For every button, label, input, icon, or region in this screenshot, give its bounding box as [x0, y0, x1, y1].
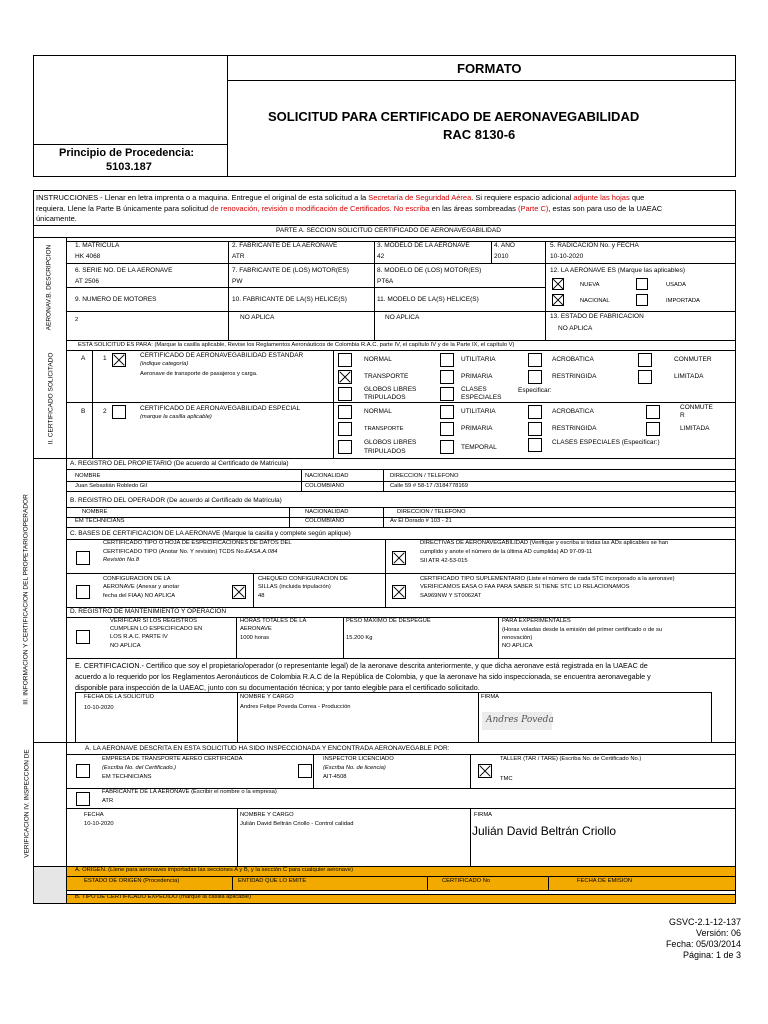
op-nombre-header: NOMBRE [82, 509, 108, 515]
chequeo-l2: SILLAS (incluida tripulación) [258, 584, 331, 590]
primaria-label: PRIMARIA [461, 373, 493, 380]
fabricante-l1: FABRICANTE DE LA AERONAVE (Escribir el nombre o la empresa) [102, 789, 277, 795]
esp-cert-title: CERTIFICADO DE AERONAVEGABILIDAD ESPECIAL [140, 405, 301, 412]
transporte-checkbox[interactable] [338, 370, 352, 384]
aeronave-es-label: 12. LA AERONAVE ES (Marque las aplicables) [550, 267, 685, 274]
prop-nombre: Juan Sebastián Robledo Gil [75, 483, 147, 489]
conmuter-label: CONMUTER [674, 356, 712, 363]
globos2-checkbox[interactable] [338, 440, 352, 454]
modelo-value: 42 [377, 253, 385, 260]
utilitaria-checkbox[interactable] [440, 353, 454, 367]
certificacion-l3: disponible para inspección de la UAEAC, junto con su documentación técnica; y por tanto elegible para el certificado solicitado. [75, 683, 480, 692]
experimentales-l4: NO APLICA [502, 643, 533, 649]
insp-fecha-label: FECHA [84, 812, 104, 818]
tripulados2-label: TRIPULADOS [364, 448, 406, 455]
verificar-checkbox[interactable] [76, 630, 90, 644]
acrobatica2-label: ACROBATICA [552, 408, 594, 415]
cert-tipo-l2: CERTIFICADO TIPO (Anotar No. Y revisión) TCDS No.EASA.A.084 [103, 549, 278, 555]
cert-tipo-checkbox[interactable] [76, 551, 90, 565]
primaria-checkbox[interactable] [440, 370, 454, 384]
certificacion-l2: acuerdo a lo requerido por los Reglamentos Aeronáuticos de Colombia R.A.C de la República de Colombia, y que la aeronave ha sido inspeccionada, se encuentra aeronavegable y [75, 672, 651, 681]
nombre-cargo-label: NOMBRE Y CARGO [240, 694, 294, 700]
parte-a-title: PARTE A. SECCION SOLICITUD CERTIFICADO DE AERONAVEGABILIDAD [276, 227, 501, 234]
globos-checkbox[interactable] [338, 387, 352, 401]
fabricante-label: 2. FABRICANTE DE LA AERONAVE [232, 242, 338, 249]
num-motores-label: 9. NUMERO DE MOTORES [75, 296, 157, 303]
radicacion-label: 5. RADICACION No. y FECHA [550, 242, 639, 249]
radicacion-value: 10-10-2020 [550, 253, 584, 260]
especiales-label: ESPECIALES [461, 394, 502, 401]
prop-nac-header: NACIONALIDAD [305, 473, 349, 479]
insp-nombre-value: Julián David Beltrán Criollo - Control calidad [240, 821, 354, 827]
footer-fecha: Fecha: 05/03/2014 [665, 939, 741, 949]
op-nac: COLOMBIANO [305, 518, 345, 524]
instructions-line3: únicamente. [36, 214, 77, 223]
insp-firma-value: Julián David Beltrán Criollo [472, 824, 617, 838]
firma-label: FIRMA [481, 694, 500, 700]
doc-subtitle: RAC 8130-6 [443, 127, 516, 142]
verificar-l1: VERIFICAR SI LOS REGISTROS [110, 618, 197, 624]
inspector-l2: (Escriba No. de licencia) [323, 765, 386, 771]
inspector-l3: AIT-4508 [323, 774, 347, 780]
limitada2-label: LIMITADA [680, 425, 710, 432]
mod-motor-value: PT6A [377, 278, 394, 285]
footer-version: Versión: 06 [695, 928, 741, 938]
row-b-num: 2 [103, 408, 107, 415]
side-label-1: AERONAV.B. DESCRIPCION [45, 244, 53, 331]
clases-checkbox[interactable] [440, 387, 454, 401]
conmuter2-checkbox[interactable] [646, 405, 660, 419]
experimentales-l3: renovación) [502, 635, 533, 641]
globos2-label: GLOBOS LIBRES [364, 439, 417, 446]
operador-title: B. REGISTRO DEL OPERADOR (De acuerdo al Certificado de Matricula) [70, 497, 282, 504]
fecha-emision-header: FECHA DE EMISION [577, 878, 633, 884]
signature-text: Andres Poveda [486, 715, 554, 725]
side-label-3: III. INFORMACION Y CERTIFICACION DEL PROPETARIO/OPERADOR [22, 494, 30, 705]
conmuter2-label: CONMUTE [680, 404, 713, 411]
conmuter2-label-b: R [680, 412, 685, 419]
op-dir: Av El Dorado # 103 - 21 [390, 518, 452, 524]
chequeo-sillas-checkbox[interactable] [232, 585, 246, 599]
restringida2-checkbox[interactable] [528, 422, 542, 436]
stc-l3: SA969NW Y ST0062AT [420, 593, 482, 599]
transporte-label: TRANSPORTE [364, 373, 409, 380]
clases-esp2-checkbox[interactable] [528, 438, 542, 452]
prop-nombre-header: NOMBRE [75, 473, 101, 479]
fabricante-checkbox[interactable] [76, 792, 90, 806]
propietario-title: A. REGISTRO DEL PROPIETARIO (De acuerdo al Certificado de Matricula) [70, 460, 289, 467]
row-b-letter: B [81, 408, 86, 415]
std-cert-title: CERTIFICADO DE AERONAVEGABILIDAD ESTANDAR [140, 352, 304, 359]
mod-helice-value: NO APLICA [385, 314, 420, 321]
instructions-line2: requiera. Llene la Parte B únicamente para solicitud de renovación, revisión o modificación de Certificados. No escriba en las áreas sombreadas (Parte C), estas son para uso de la UAEAC [36, 204, 663, 213]
horas-value: 1000 horas [240, 635, 270, 641]
insp-nombre-label: NOMBRE Y CARGO [240, 812, 294, 818]
utilitaria-label: UTILITARIA [461, 356, 496, 363]
tipo-cert-title: B. TIPO DE CERTIFICADO EXPEDIDO (marque la casilla aplicable) [75, 894, 251, 900]
taller-checkbox[interactable] [478, 764, 492, 778]
principio-label: Principio de Procedencia: [59, 147, 195, 159]
estado-fab-value: NO APLICA [558, 325, 593, 332]
taller-l2: TMC [500, 776, 513, 782]
estado-origen-header: ESTADO DE ORIGEN (Procedencia) [84, 878, 180, 884]
stc-l2: VERIFICAMOS EASA O FAA PARA SABER SI TIENE STC LO RELACIONAMOS [420, 584, 630, 590]
prop-dir: Calle 59 # 58-17 /3184778169 [390, 483, 469, 489]
directivas-l2: cumplido y anote el número de la última AD cumplida) AD 97-09-11 [420, 549, 593, 555]
fecha-solicitud-label: FECHA DE LA SOLICITUD [84, 694, 154, 700]
acrobatica-label: ACROBATICA [552, 356, 594, 363]
formato-label: FORMATO [457, 61, 522, 76]
config-l1: CONFIGURACION DE LA [103, 576, 171, 582]
modelo-label: 3. MODELO DE LA AERONAVE [377, 242, 470, 249]
experimentales-l2: (Horas voladas desde la emisión del primer certificado o de su [502, 627, 663, 633]
verificar-l2: CUMPLEN LO ESPECIFICADO EN [110, 626, 203, 632]
anio-label: 4. AÑO [494, 242, 515, 249]
cert-tipo-l3: Revisión No.8 [103, 557, 140, 563]
directivas-l3: SII ATR 42-53-015 [420, 558, 468, 564]
horas-l2: AERONAVE [240, 626, 272, 632]
std-cert-sub: (indique categoría) [140, 361, 189, 367]
nombre-cargo-value: Andres Felipe Poveda Correa - Producción [240, 704, 351, 710]
inspector-l1: INSPECTOR LICENCIADO [323, 756, 394, 762]
std-cert-note: Aeronave de transporte de pasajeros y carga. [140, 371, 258, 377]
importada-checkbox[interactable] [636, 294, 648, 306]
side-label-2: II. CERTIFICADO SOLICITADO [47, 352, 55, 445]
principio-value: 5103.187 [106, 161, 152, 173]
conmuter-checkbox[interactable] [638, 353, 652, 367]
config-l3: fecha del FIAA) NO APLICA [103, 593, 176, 599]
fabricante-value: ATR [232, 253, 245, 260]
matricula-label: 1. MATRICULA [75, 242, 120, 249]
experimentales-l1: PARA EXPERIMENTALES [502, 618, 571, 624]
fab-helice-label: 10. FABRICANTE DE LA(S) HELICE(S) [232, 296, 347, 303]
empresa-l2: (Escriba No. del Certificado.) [102, 765, 177, 771]
certificado-no-header: CERTIFICADO No [442, 878, 491, 884]
empresa-l3: EM TECHNICIANS [102, 774, 152, 780]
horas-l1: HORAS TOTALES DE LA [240, 618, 307, 624]
fecha-solicitud-value: 10-10-2020 [84, 705, 114, 711]
stc-l1: CERTIFICADO TIPO SUPLEMENTARIO (Liste el número de cada STC incorporado a la aeronave) [420, 576, 675, 582]
directivas-checkbox[interactable] [392, 551, 406, 565]
clases-label: CLASES [461, 386, 487, 393]
clases-esp2-label: CLASES ESPECIALES (Especificar:) [552, 439, 660, 446]
stc-checkbox[interactable] [392, 585, 406, 599]
fab-motor-value: PW [232, 278, 243, 285]
std-cert-checkbox[interactable] [112, 353, 126, 367]
doc-title: SOLICITUD PARA CERTIFICADO DE AERONAVEGABILIDAD [268, 109, 640, 124]
op-nombre: EM TECHNICIANS [75, 518, 125, 524]
anio-value: 2010 [494, 253, 509, 260]
chequeo-l3: 48 [258, 593, 265, 599]
row-a-num: 1 [103, 355, 107, 362]
prop-dir-header: DIRECCION / TELEFONO [390, 473, 459, 479]
instructions-line1: INSTRUCCIONES - Llenar en letra imprenta o a maquina. Entregue el original de esta solicitud a la Secretaría de Seguridad Aérea. Si requiere espacio adicional adjunte las hojas que [36, 193, 645, 202]
footer-code: GSVC-2.1-12-137 [668, 917, 741, 927]
nacional-label: NACIONAL [580, 298, 610, 304]
num-motores-value: 2 [75, 317, 79, 323]
cert-tipo-l1: CERTIFICADO TIPO O HOJA DE ESPECIFICACIONES DE DATOS DEL [103, 540, 292, 546]
inspector-checkbox[interactable] [298, 764, 312, 778]
taller-l1: TALLER (TAR / TARE) (Escriba No. de Certificado No.) [500, 756, 642, 762]
matricula-value: HK 4068 [75, 253, 101, 260]
especificar-label: Especificar: [518, 387, 552, 394]
fab-helice-value: NO APLICA [240, 314, 275, 321]
prop-nac: COLOMBIANO [305, 483, 345, 489]
esp-cert-checkbox[interactable] [112, 405, 126, 419]
nueva-label: NUEVA [580, 282, 600, 288]
nueva-checkbox[interactable] [552, 278, 564, 290]
parte-c-gray [34, 867, 66, 903]
peso-label: PESO MAXIMO DE DESPEGUE [346, 618, 431, 624]
chequeo-l1: CHEQUEO CONFIGURACION DE [258, 576, 348, 582]
importada-label: IMPORTADA [666, 298, 700, 304]
normal-checkbox[interactable] [338, 353, 352, 367]
temporal-label: TEMPORAL [461, 444, 497, 451]
primaria2-label: PRIMARIA [461, 425, 493, 432]
normal2-checkbox[interactable] [338, 405, 352, 419]
fabricante-l2: ATR [102, 798, 114, 804]
mod-helice-label: 11. MODELO DE LA(S) HELICE(S) [377, 296, 479, 303]
nacional-checkbox[interactable] [552, 294, 564, 306]
solicitud-intro: ESTA SOLICITUD ES PARA: (Marque la casilla aplicable, Revise los Reglamentos Aeronáuticos de Colombia R.A.C. parte IV, el capítulo IV y de la Parte IX, el capítulo V) [78, 342, 515, 348]
restringida-checkbox[interactable] [528, 370, 542, 384]
row-a-letter: A [81, 355, 86, 362]
empresa-l1: EMPRESA DE TRANSPORTE AEREO CERTIFICADA [102, 756, 243, 762]
utilitaria2-label: UTILITARIA [461, 408, 496, 415]
acrobatica-checkbox[interactable] [528, 353, 542, 367]
empresa-checkbox[interactable] [76, 764, 90, 778]
serie-label: 6. SERIE NO. DE LA AERONAVE [75, 267, 173, 274]
transporte2-checkbox[interactable] [338, 422, 352, 436]
tripulados-label: TRIPULADOS [364, 394, 406, 401]
mod-motor-label: 8. MODELO DE (LOS) MOTOR(ES) [377, 267, 482, 274]
entidad-header: ENTIDAD QUE LO EMITE [238, 878, 307, 884]
usada-label: USADA [666, 282, 686, 288]
fab-motor-label: 7. FABRICANTE DE (LOS) MOTOR(ES) [232, 267, 349, 274]
op-dir-header: DIRECCION / TELEFONO [397, 509, 466, 515]
certificacion-l1: E. CERTIFICACION.- Certifico que soy el propietario/operador (o representante legal) de la aeronave descrita anteriormente, y que dicha aeronave está registrada en la UAEAC de [75, 661, 648, 670]
globos-label: GLOBOS LIBRES [364, 386, 417, 393]
op-nac-header: NACIONALIDAD [305, 509, 349, 515]
esp-cert-sub: (marque la casilla aplicable) [140, 414, 212, 420]
limitada-checkbox[interactable] [638, 370, 652, 384]
utilitaria2-checkbox[interactable] [440, 405, 454, 419]
config-l2: AERONAVE (Anexar y anotar [103, 584, 180, 590]
serie-value: AT 2506 [75, 278, 99, 285]
verificar-l3: LOS R.A.C. PARTE IV [110, 634, 168, 640]
transporte2-label: TRANSPORTE [364, 426, 404, 432]
acrobatica2-checkbox[interactable] [528, 405, 542, 419]
verificar-l4: NO APLICA [110, 643, 141, 649]
inspeccion-title: A. LA AERONAVE DESCRITA EN ESTA SOLICITUD HA SIDO INSPECCIONADA Y ENCONTRADA AERONAVEGABLE POR: [85, 745, 450, 752]
peso-value: 15.200 Kg [346, 635, 373, 641]
directivas-l1: DIRECTIVAS DE AERONAVEGABILIDAD (Verifique y escriba si todas las ADs aplicables se han [420, 540, 669, 546]
normal2-label: NORMAL [364, 408, 392, 415]
temporal-checkbox[interactable] [440, 440, 454, 454]
normal-label: NORMAL [364, 356, 392, 363]
primaria2-checkbox[interactable] [440, 422, 454, 436]
usada-checkbox[interactable] [636, 278, 648, 290]
restringida-label: RESTRINGIDA [552, 373, 597, 380]
mant-title: D. REGISTRO DE MANTENIMIENTO Y OPERACIÓN [70, 608, 227, 615]
config-aeronave-checkbox[interactable] [76, 585, 90, 599]
insp-fecha-value: 10-10-2020 [84, 821, 114, 827]
limitada-label: LIMITADA [674, 373, 704, 380]
limitada2-checkbox[interactable] [646, 422, 660, 436]
origen-title: A. ORIGEN. (Llene para aeronaves importadas las secciones A y B, y la sección C para cualquier aeronave) [75, 867, 354, 873]
estado-fab-label: 13. ESTADO DE FABRICACION [550, 313, 644, 320]
restringida2-label: RESTRINGIDA [552, 425, 597, 432]
insp-firma-label: FIRMA [474, 812, 493, 818]
bases-title: C. BASES DE CERTIFICACION DE LA AERONAVE (Marque la casilla y complete según aplique) [70, 530, 351, 537]
side-label-4: VERIFICACION IV. INSPECCION DE [23, 749, 31, 858]
footer-pagina: Página: 1 de 3 [682, 950, 741, 960]
